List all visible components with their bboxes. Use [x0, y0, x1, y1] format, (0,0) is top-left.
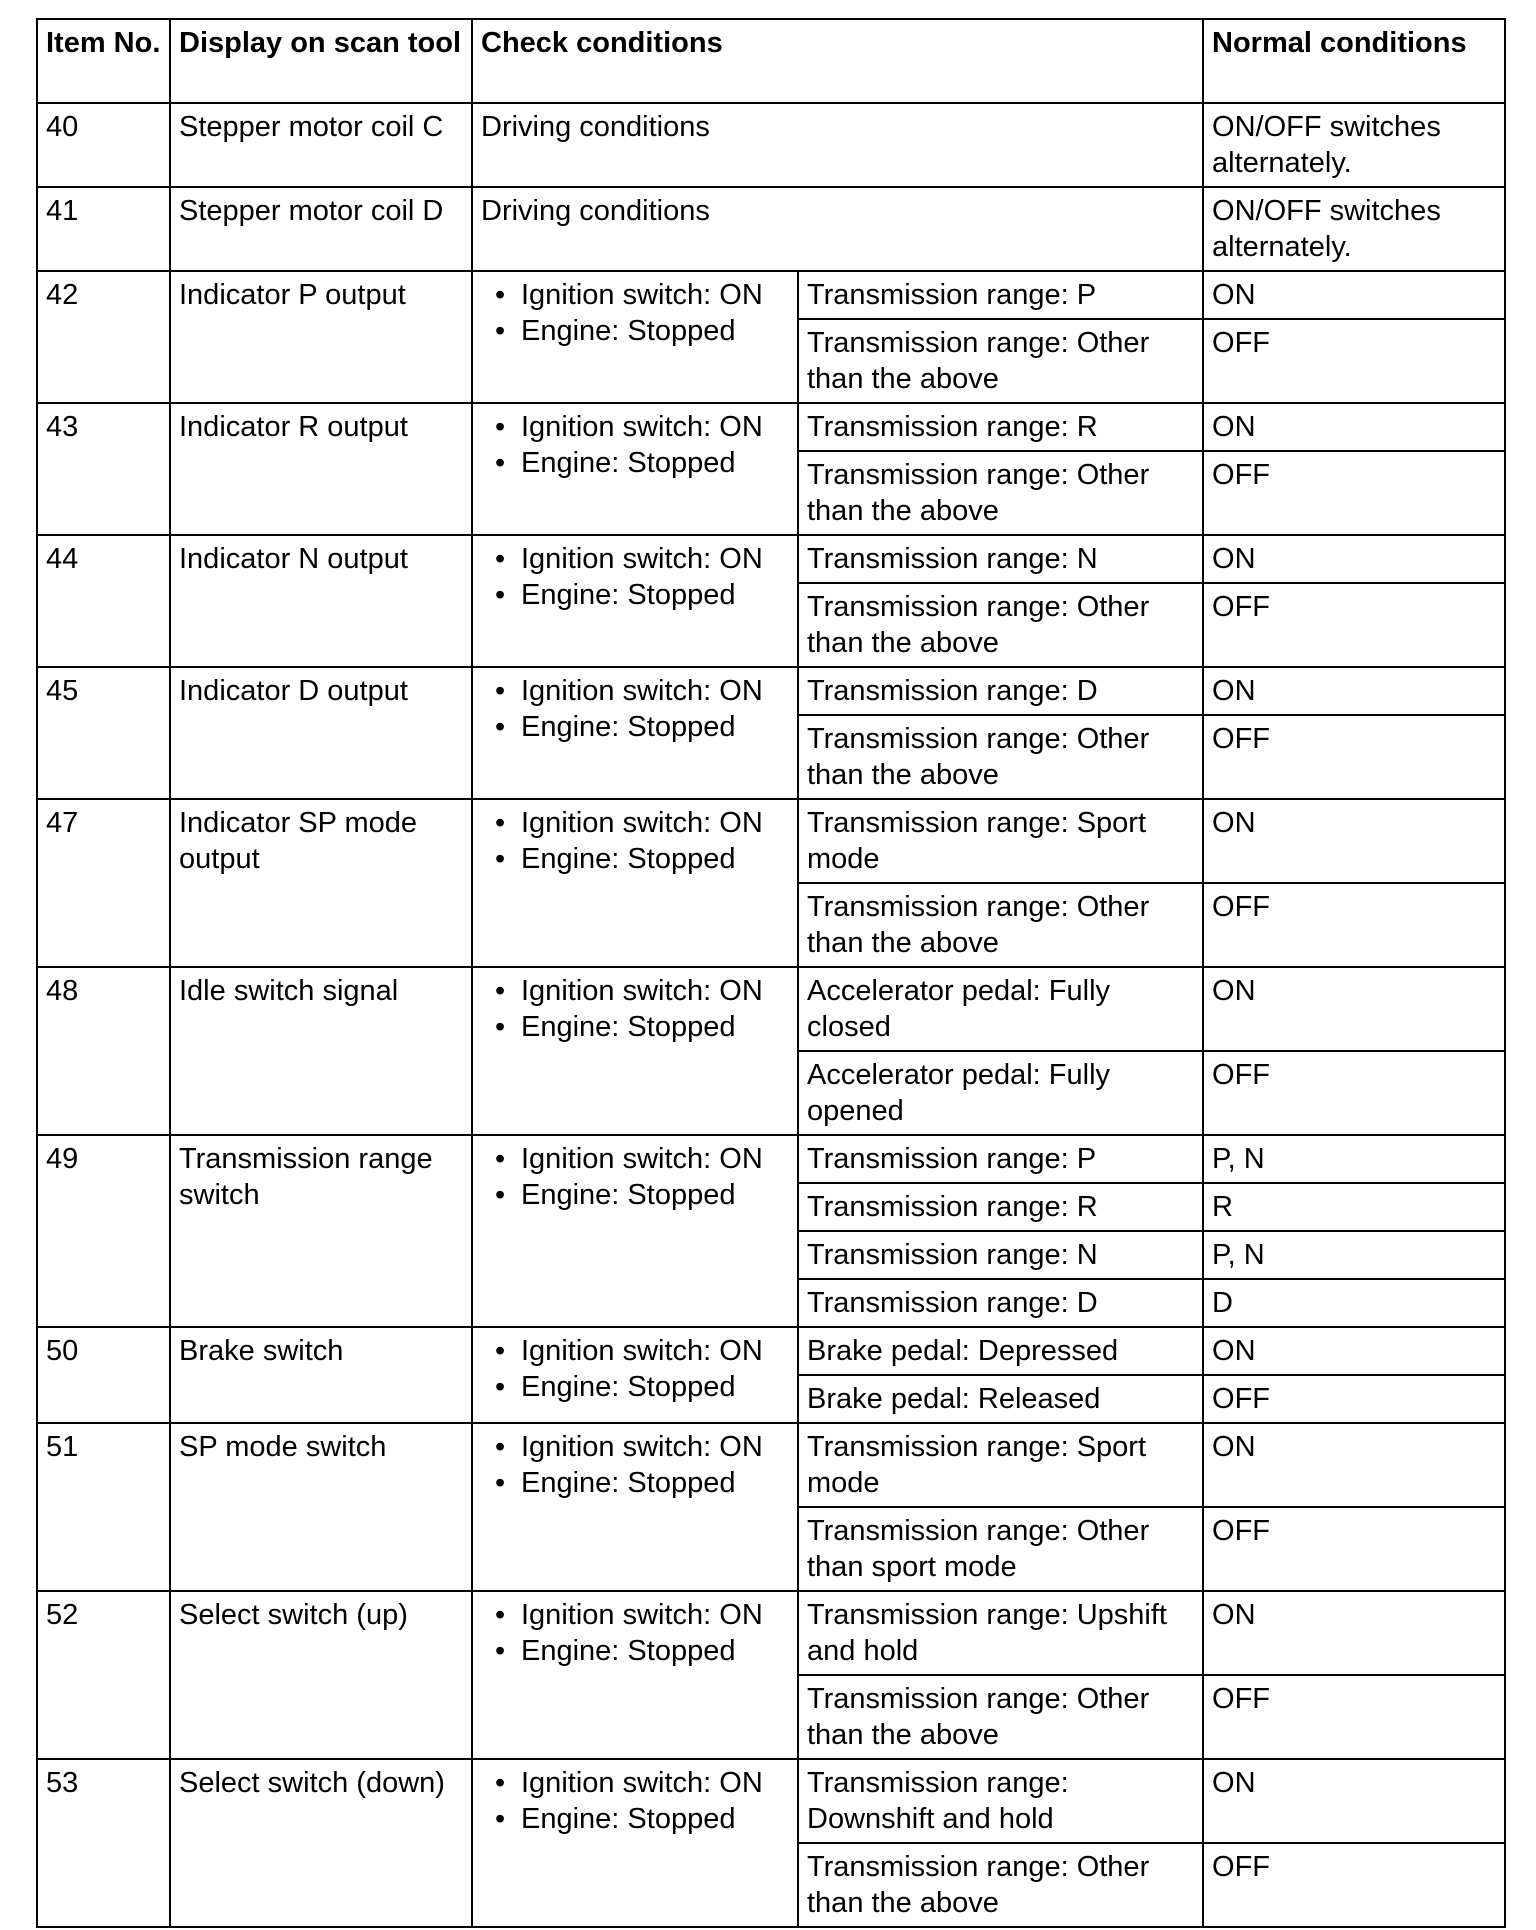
precondition-list: [481, 673, 789, 745]
scan-tool-display-cell: Indicator P output: [170, 271, 472, 403]
normal-condition-cell: D: [1203, 1279, 1505, 1327]
range-condition-cell: Transmission range: Sport mode: [798, 799, 1203, 883]
normal-condition-cell: ON: [1203, 535, 1505, 583]
engine-condition: • Engine: Stopped: [481, 841, 789, 877]
range-condition-cell: Transmission range: P: [798, 271, 1203, 319]
engine-condition: • Engine: Stopped: [481, 1009, 789, 1045]
item-number-cell: 47: [37, 799, 170, 967]
scan-tool-display-cell: Indicator N output: [170, 535, 472, 667]
engine-condition: • Engine: Stopped: [481, 1177, 789, 1213]
normal-condition-cell: ON: [1203, 1591, 1505, 1675]
item-number-cell: 43: [37, 403, 170, 535]
table-body: [37, 103, 1505, 1927]
range-condition-cell: Transmission range: Other than the above: [798, 883, 1203, 967]
range-condition-cell: Transmission range: Other than sport mode: [798, 1507, 1203, 1591]
scan-tool-display-cell: Brake switch: [170, 1327, 472, 1423]
precondition-list: [481, 277, 789, 349]
check-precondition-cell: [472, 1135, 798, 1327]
range-condition-cell: Accelerator pedal: Fully closed: [798, 967, 1203, 1051]
range-condition-cell: Transmission range: Sport mode: [798, 1423, 1203, 1507]
table-row: [37, 271, 1505, 319]
scan-tool-display-cell: SP mode switch: [170, 1423, 472, 1591]
normal-condition-cell: OFF: [1203, 715, 1505, 799]
table-row: [37, 1135, 1505, 1183]
inspection-table: [36, 18, 1506, 1928]
engine-condition: • Engine: Stopped: [481, 1369, 789, 1405]
ignition-condition: • Ignition switch: ON: [481, 1333, 789, 1369]
range-condition-cell: Brake pedal: Depressed: [798, 1327, 1203, 1375]
check-precondition-cell: [472, 1327, 798, 1423]
normal-condition-cell: P, N: [1203, 1135, 1505, 1183]
engine-condition: • Engine: Stopped: [481, 577, 789, 613]
normal-condition-cell: ON: [1203, 799, 1505, 883]
engine-condition: • Engine: Stopped: [481, 313, 789, 349]
check-precondition-cell: [472, 799, 798, 967]
normal-condition-cell: ON: [1203, 667, 1505, 715]
range-condition-cell: Transmission range: Other than the above: [798, 451, 1203, 535]
scan-tool-display-cell: Stepper motor coil C: [170, 103, 472, 187]
ignition-condition: • Ignition switch: ON: [481, 805, 789, 841]
ignition-condition: • Ignition switch: ON: [481, 1429, 789, 1465]
normal-condition-cell: ON: [1203, 1759, 1505, 1843]
precondition-list: [481, 1765, 789, 1837]
range-condition-cell: Transmission range: D: [798, 667, 1203, 715]
precondition-list: [481, 1141, 789, 1213]
normal-condition-cell: OFF: [1203, 319, 1505, 403]
normal-condition-cell: OFF: [1203, 883, 1505, 967]
check-precondition-cell: [472, 1423, 798, 1591]
ignition-condition: • Ignition switch: ON: [481, 973, 789, 1009]
range-condition-cell: Transmission range: N: [798, 1231, 1203, 1279]
ignition-condition: • Ignition switch: ON: [481, 277, 789, 313]
range-condition-cell: Accelerator pedal: Fully opened: [798, 1051, 1203, 1135]
normal-condition-cell: OFF: [1203, 1675, 1505, 1759]
normal-condition-cell: OFF: [1203, 451, 1505, 535]
normal-condition-cell: OFF: [1203, 1375, 1505, 1423]
precondition-list: [481, 1429, 789, 1501]
range-condition-cell: Transmission range: D: [798, 1279, 1203, 1327]
item-number-cell: 41: [37, 187, 170, 271]
ignition-condition: • Ignition switch: ON: [481, 673, 789, 709]
check-precondition-cell: [472, 967, 798, 1135]
engine-condition: • Engine: Stopped: [481, 445, 789, 481]
ignition-condition: • Ignition switch: ON: [481, 541, 789, 577]
ignition-condition: • Ignition switch: ON: [481, 1597, 789, 1633]
precondition-list: [481, 409, 789, 481]
range-condition-cell: Transmission range: R: [798, 403, 1203, 451]
engine-condition: • Engine: Stopped: [481, 709, 789, 745]
range-condition-cell: Transmission range: Other than the above: [798, 1675, 1203, 1759]
table-row: [37, 1423, 1505, 1507]
normal-condition-cell: P, N: [1203, 1231, 1505, 1279]
precondition-list: [481, 973, 789, 1045]
check-precondition-cell: [472, 403, 798, 535]
range-condition-cell: Transmission range: Other than the above: [798, 583, 1203, 667]
table-row: [37, 667, 1505, 715]
item-number-cell: 45: [37, 667, 170, 799]
normal-condition-cell: OFF: [1203, 583, 1505, 667]
item-number-cell: 44: [37, 535, 170, 667]
normal-condition-cell: ON/OFF switches alternately.: [1203, 187, 1505, 271]
table-row: [37, 535, 1505, 583]
scan-tool-display-cell: Idle switch signal: [170, 967, 472, 1135]
precondition-list: [481, 805, 789, 877]
scan-tool-display-cell: Stepper motor coil D: [170, 187, 472, 271]
scan-tool-display-cell: Select switch (up): [170, 1591, 472, 1759]
engine-condition: • Engine: Stopped: [481, 1633, 789, 1669]
header-row: [37, 19, 1505, 103]
scan-tool-display-cell: Indicator SP mode output: [170, 799, 472, 967]
item-number-cell: 52: [37, 1591, 170, 1759]
normal-condition-cell: ON: [1203, 967, 1505, 1051]
range-condition-cell: Transmission range: Other than the above: [798, 1843, 1203, 1927]
range-condition-cell: Transmission range: N: [798, 535, 1203, 583]
table-row: [37, 187, 1505, 271]
header-display: Display on scan tool: [170, 19, 472, 103]
check-precondition-cell: [472, 1591, 798, 1759]
table-row: [37, 1327, 1505, 1375]
normal-condition-cell: OFF: [1203, 1051, 1505, 1135]
item-number-cell: 48: [37, 967, 170, 1135]
range-condition-cell: Transmission range: Downshift and hold: [798, 1759, 1203, 1843]
normal-condition-cell: ON: [1203, 1423, 1505, 1507]
header-normal-conditions: Normal conditions: [1203, 19, 1505, 103]
item-number-cell: 42: [37, 271, 170, 403]
normal-condition-cell: ON: [1203, 271, 1505, 319]
engine-condition: • Engine: Stopped: [481, 1801, 789, 1837]
ignition-condition: • Ignition switch: ON: [481, 409, 789, 445]
check-condition-cell: Driving conditions: [472, 103, 1203, 187]
item-number-cell: 53: [37, 1759, 170, 1927]
table-row: [37, 103, 1505, 187]
table-row: [37, 967, 1505, 1051]
table-row: [37, 1759, 1505, 1843]
ignition-condition: • Ignition switch: ON: [481, 1141, 789, 1177]
precondition-list: [481, 1333, 789, 1405]
table-row: [37, 1591, 1505, 1675]
check-precondition-cell: [472, 1759, 798, 1927]
item-number-cell: 49: [37, 1135, 170, 1327]
normal-condition-cell: R: [1203, 1183, 1505, 1231]
item-number-cell: 40: [37, 103, 170, 187]
range-condition-cell: Transmission range: P: [798, 1135, 1203, 1183]
normal-condition-cell: ON/OFF switches alternately.: [1203, 103, 1505, 187]
check-precondition-cell: [472, 667, 798, 799]
item-number-cell: 50: [37, 1327, 170, 1423]
normal-condition-cell: OFF: [1203, 1843, 1505, 1927]
table-row: [37, 799, 1505, 883]
range-condition-cell: Transmission range: R: [798, 1183, 1203, 1231]
check-condition-cell: Driving conditions: [472, 187, 1203, 271]
scan-tool-display-cell: Transmission range switch: [170, 1135, 472, 1327]
precondition-list: [481, 1597, 789, 1669]
header-item-no: Item No.: [37, 19, 170, 103]
scan-tool-display-cell: Select switch (down): [170, 1759, 472, 1927]
ignition-condition: • Ignition switch: ON: [481, 1765, 789, 1801]
item-number-cell: 51: [37, 1423, 170, 1591]
range-condition-cell: Transmission range: Other than the above: [798, 319, 1203, 403]
normal-condition-cell: ON: [1203, 1327, 1505, 1375]
range-condition-cell: Brake pedal: Released: [798, 1375, 1203, 1423]
normal-condition-cell: ON: [1203, 403, 1505, 451]
scan-tool-display-cell: Indicator R output: [170, 403, 472, 535]
check-precondition-cell: [472, 535, 798, 667]
check-precondition-cell: [472, 271, 798, 403]
engine-condition: • Engine: Stopped: [481, 1465, 789, 1501]
scan-tool-display-cell: Indicator D output: [170, 667, 472, 799]
normal-condition-cell: OFF: [1203, 1507, 1505, 1591]
range-condition-cell: Transmission range: Other than the above: [798, 715, 1203, 799]
precondition-list: [481, 541, 789, 613]
table-row: [37, 403, 1505, 451]
header-check-conditions: Check conditions: [472, 19, 1203, 103]
range-condition-cell: Transmission range: Upshift and hold: [798, 1591, 1203, 1675]
